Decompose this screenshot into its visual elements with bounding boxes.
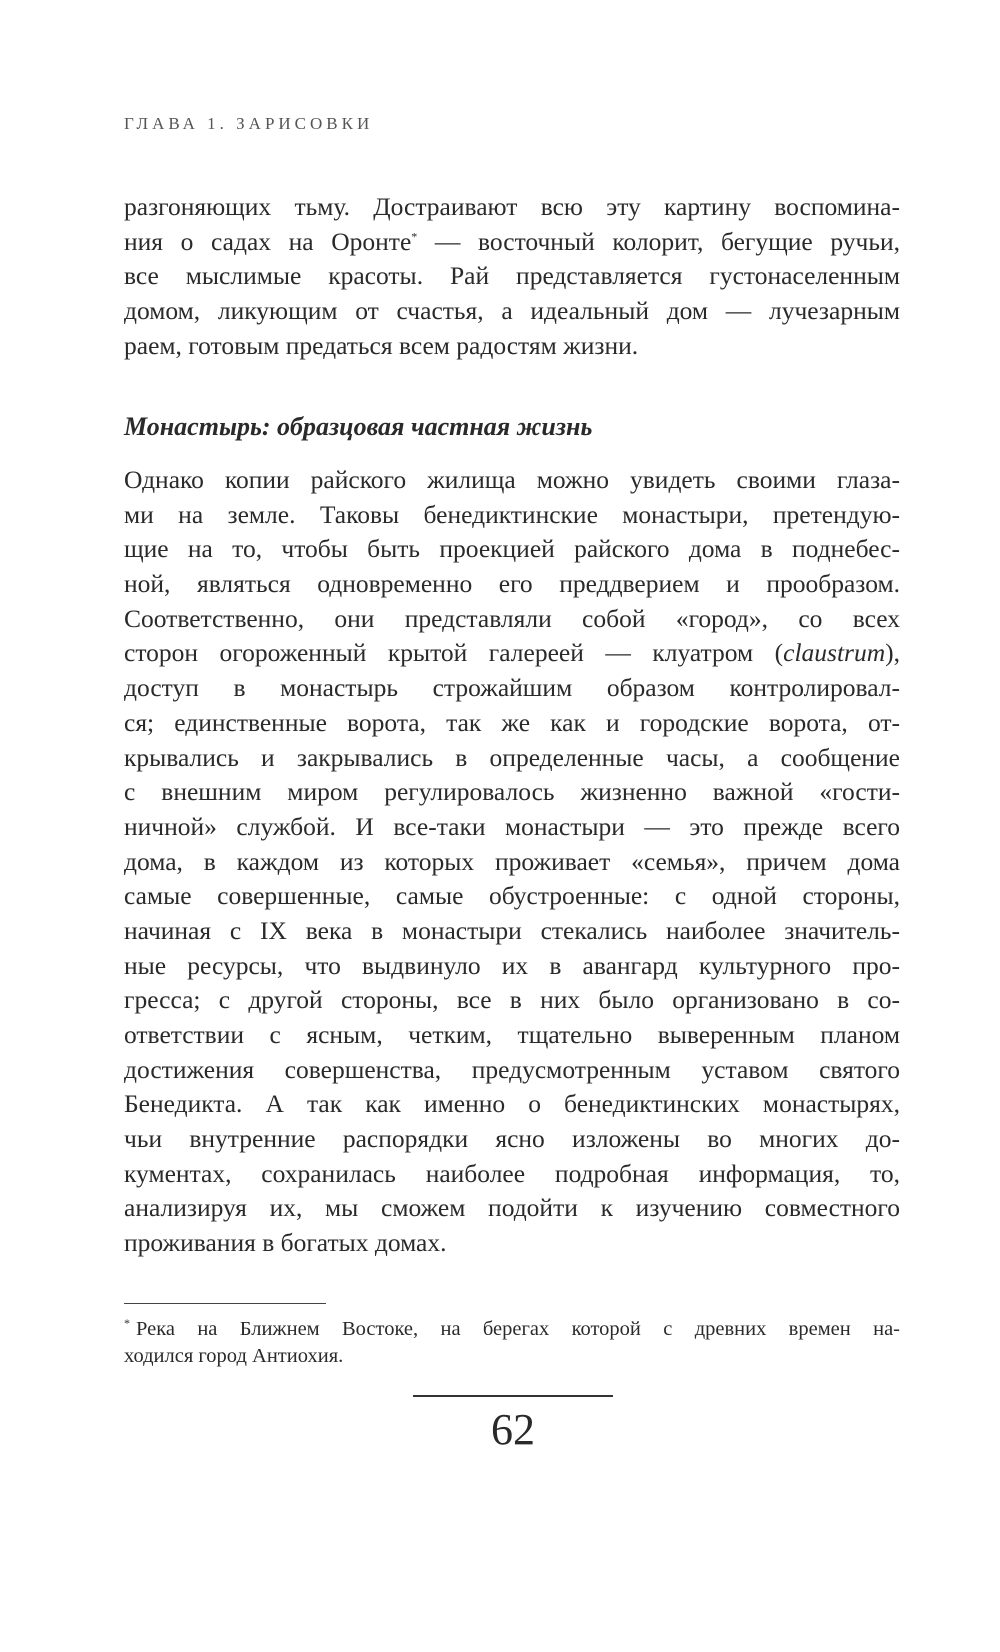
text-line: достижения совершенства, предусмотренным уставом святого (124, 1054, 900, 1084)
text-line: самые совершенные, самые обустроенные: с одной стороны, (124, 881, 900, 911)
footnote-line (124, 1316, 900, 1343)
text-line: ся; единственные ворота, так же как и городские ворота, от- (124, 707, 900, 737)
text-line: с внешним миром регулировалось жизненно важной «гости- (124, 777, 900, 807)
text-line: ничной» службой. И все-таки монастыри — это прежде всего (124, 811, 900, 841)
text-fragment: ), (885, 638, 900, 668)
text-line: ответствии с ясным, четким, тщательно выверенным планом (124, 1020, 900, 1049)
text-line: щие на то, чтобы быть проекцией райского дома в поднебес- (124, 534, 900, 564)
text-line: разгоняющих тьму. Достраивают всю эту картину воспомина- (124, 192, 900, 221)
footnote-marker: * (124, 1316, 130, 1331)
text-line: домом, ликующим от счастья, а идеальный дом — лучезарным (124, 296, 900, 326)
paragraph-1 (124, 190, 900, 363)
text-line: все мыслимые красоты. Рай представляется густонаселенным (124, 261, 900, 291)
text-line: дома, в каждом из которых проживает «семья», причем дома (124, 846, 900, 876)
paragraph-2 (124, 463, 900, 1261)
text-fragment: — восточный колорит, бегущие ручьи, (417, 226, 901, 256)
footnote (124, 1316, 900, 1370)
text-line: чьи внутренние распорядки ясно изложены во многих до- (124, 1124, 900, 1154)
latin-term: claustrum (783, 638, 886, 668)
text-line: проживания в богатых домах. (124, 1228, 447, 1258)
text-line: Соответственно, они представляли собой «город», со всех (124, 603, 900, 633)
text-fragment: ния о садах на Оронте (124, 226, 412, 256)
text-line: гресса; с другой стороны, все в них было организовано в со- (124, 985, 900, 1015)
text-line: начиная с IX века в монастыри стекались наиболее значитель- (124, 915, 900, 945)
footnote-reference: * (411, 229, 418, 244)
text-line: раем, готовым предаться всем радостям жизни. (124, 330, 639, 360)
text-line: анализируя их, мы сможем подойти к изучению совместного (124, 1193, 900, 1223)
text-line: кументах, сохранилась наиболее подробная информация, то, (124, 1158, 900, 1188)
text-line: ной, являться одновременно его преддверием и прообразом. (124, 569, 900, 599)
page-number: 62 (491, 1405, 535, 1454)
text-line: Бенедикта. А так как именно о бенедиктинских монастырях, (124, 1089, 900, 1119)
text-line: Однако копии райского жилища можно увидеть своими глаза- (124, 465, 900, 494)
running-head: ГЛАВА 1. ЗАРИСОВКИ (124, 114, 374, 133)
footnote-line: ходился город Антиохия. (124, 1345, 344, 1367)
text-line (124, 636, 900, 671)
text-line: ми на земле. Таковы бенедиктинские монастыри, претендую- (124, 499, 900, 529)
text-line: доступ в монастырь строжайшим образом контролировал- (124, 673, 900, 703)
text-fragment: Река на Ближнем Востоке, на берегах которой с древних времен на- (136, 1318, 900, 1340)
text-line: ные ресурсы, что выдвинуло их в авангард культурного про- (124, 950, 900, 980)
footnote-divider (124, 1303, 326, 1304)
page-number-divider (413, 1395, 613, 1397)
section-heading: Монастырь: образцовая частная жизнь (124, 412, 593, 441)
text-fragment: сторон огороженный крытой галереей — клуатром ( (124, 638, 784, 668)
text-line (124, 225, 900, 260)
text-line: крывались и закрывались в определенные часы, а сообщение (124, 742, 900, 772)
